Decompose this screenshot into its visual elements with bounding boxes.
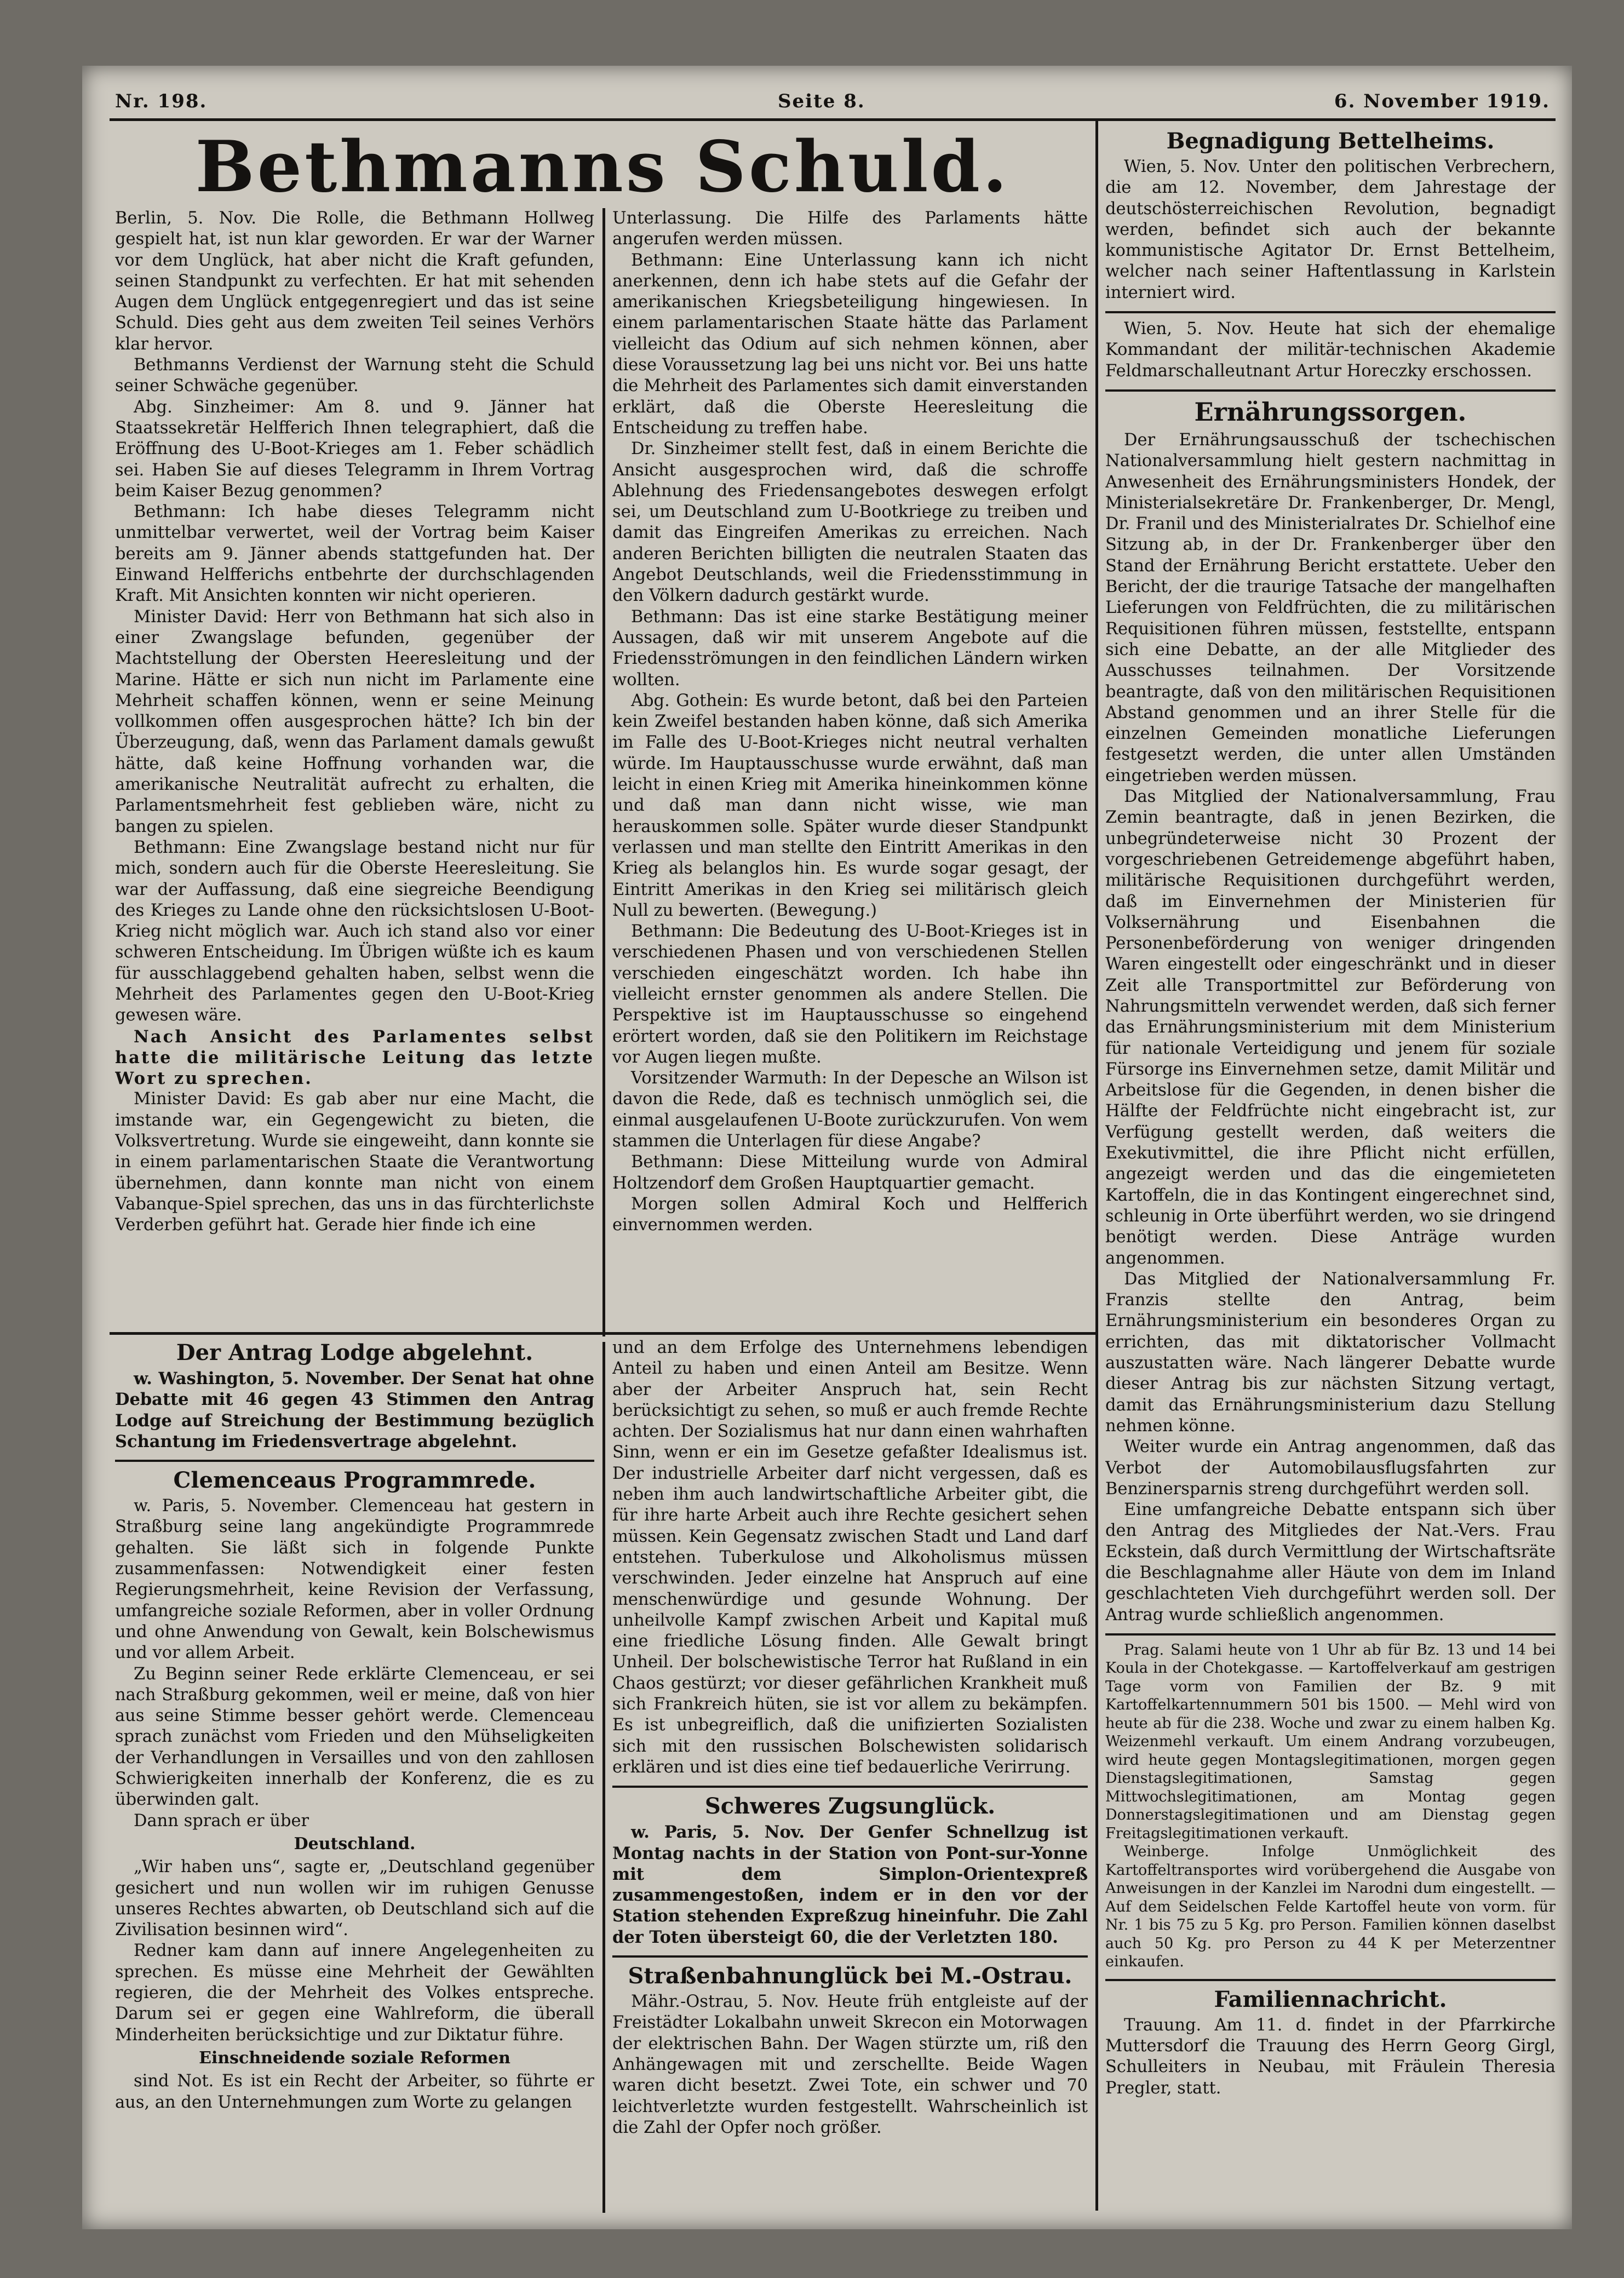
lower-left-column	[115, 1338, 594, 2208]
paragraph: Abg. Gothein: Es wurde betont, daß bei den Parteien kein Zweifel bestanden haben könne, daß sich Amerika im Falle des U-Boot-Krieges nicht neutral verhalten würde. Im Hauptausschusse wurde erwähnt, daß man leicht in einen Krieg mit Amerika hineinkommen könne und daß man dann nicht wisse, wie man herauskommen solle. Später wurde dieser Standpunkt verlassen und man stellte den Eintritt Amerikas in den Krieg als belanglos hin. Es wurde sogar gesagt, der Eintritt Amerikas in den Krieg sei militärisch gleich Null zu bewerten. (Bewegung.)	[612, 691, 1088, 920]
paragraph: Nach Ansicht des Parlamentes selbst hatte die militärische Leitung das letzte Wort zu sprechen.	[115, 1026, 594, 1089]
paragraph: Morgen sollen Admiral Koch und Helfferich einvernommen werden.	[612, 1194, 1088, 1235]
subheading-deutschland: Deutschland.	[294, 1834, 416, 1854]
paragraph: Abg. Sinzheimer: Am 8. und 9. Jänner hat Staatssekretär Helfferich Ihnen telegraphiert, daß die Eröffnung des U-Boot-Krieges am 1. Feber schädlich sei. Haben Sie auf dieses Telegramm in Ihrem Vortrag beim Kaiser Bezug genommen?	[115, 397, 594, 501]
accident2-text: Mähr.-Ostrau, 5. Nov. Heute früh entgleiste auf der Freistädter Lokalbahn unweit Skrecon ein Motorwagen der elektrischen Bahn. Der Wagen stürzte um, riß den Anhängewagen mit und zerschellte. Beide Wagen waren dicht besetzt. Zwei Tote, ein schwer und 70 leichtverletzte wurden festgestellt. Wahrscheinlich ist die Zahl der Opfer noch größer.	[612, 1992, 1088, 2137]
clemenceau-headline: Clemenceaus Programmrede.	[173, 1467, 536, 1494]
paragraph: Wien, 5. Nov. Heute hat sich der ehemalige Kommandant der militär-technischen Akademie Feldmarschalleutnant Artur Horeczky erschossen.	[1105, 319, 1556, 381]
familien-headline: Familiennachricht.	[1214, 1986, 1447, 2012]
subheading-reformen: Einschneidende soziale Reformen	[199, 2048, 510, 2068]
paragraph: Bethmann: Eine Unterlassung kann ich nicht anerkennen, denn ich habe stets auf die Gefahr der amerikanischen Kriegsbeteiligung hingewiesen. In einem parlamentarischen Staate hätte das Parlament vielleicht das Odium auf sich nehmen können, aber diese Voraussetzung lag bei uns nicht vor. Bei uns hatte die Mehrheit des Parlamentes sich damit einverstanden erklärt, daß die Oberste Heeresleitung die Entscheidung zu treffen habe.	[612, 250, 1088, 438]
paragraph: Bethmann: Diese Mitteilung wurde von Admiral Holtzendorf dem Großen Hauptquartier gemacht.	[612, 1152, 1088, 1193]
begnadigung-headline: Begnadigung Bettelheims.	[1166, 128, 1495, 154]
accident1-headline: Schweres Zugsunglück.	[704, 1793, 996, 1820]
column-rule-lower	[602, 1342, 605, 2213]
right-column	[1105, 126, 1556, 2207]
column-rule-main	[602, 208, 605, 1336]
main-article-column-2	[612, 208, 1088, 1326]
paragraph: „Wir haben uns“, sagte er, „Deutschland gegenüber gesichert und nun wollen wir im ruhigen Genusse unseres Rechtes abwarten, ob Deutschland sich auf die Zivilisation besinnen wird“.	[115, 1857, 594, 1940]
accident2-headline: Straßenbahnunglück bei M.-Ostrau.	[628, 1963, 1072, 1989]
divider	[612, 1955, 1088, 1958]
paragraph: Vorsitzender Warmuth: In der Depesche an Wilson ist davon die Rede, daß es technisch unmöglich sei, die einmal ausgelaufenen U-Boote zurückzurufen. Von wem stammen die Unterlagen für diese Angabe?	[612, 1069, 1088, 1151]
paragraph: Minister David: Herr von Bethmann hat sich also in einer Zwangslage befunden, gegenüber der Machtstellung der Obersten Heeresleitung und der Marine. Hätte er sich nun nicht im Parlamente eine Mehrheit schaffen können, wenn er seine Meinung vollkommen offen ausgesprochen hätte? Ich bin der Überzeugung, daß, wenn das Parlament damals gewußt hätte, daß keine Hoffnung vorhanden war, die amerikanische Neutralität aufrecht zu erhalten, die Parlamentsmehrheit fest geblieben wäre, nicht zu bangen zu spielen.	[115, 607, 594, 836]
paragraph: Unterlassung. Die Hilfe des Parlaments hätte angerufen werden müssen.	[612, 209, 1088, 249]
paragraph: Zu Beginn seiner Rede erklärte Clemenceau, er sei nach Straßburg gekommen, weil er meine, daß von hier aus seine Stimme besser gehört werde. Clemenceau sprach zunächst vom Frieden und den Mühseligkeiten der Verhandlungen in Versailles und von den zahllosen Schwierigkeiten innerhalb der Konferenz, die es zu überwinden galt.	[115, 1664, 594, 1810]
paragraph: Weinberge. Infolge Unmöglichkeit des Kartoffeltransportes wird vorübergehend die Ausgabe von Anweisungen in der Kanzlei im Narodni dum eingestellt. — Auf dem Seidelschen Felde Kartoffel heute von vorm. für Nr. 1 bis 75 zu 5 Kg. pro Person. Familien können daselbst auch 50 Kg. pro Person zu 44 K per Meterzentner einkaufen.	[1105, 1843, 1556, 1971]
divider	[1105, 1633, 1556, 1636]
paragraph: Prag. Salami heute von 1 Uhr ab für Bz. 13 und 14 bei Koula in der Chotekgasse. — Kartoffelverkauf am gestrigen Tage vorm von Familien der Bz. 9 mit Kartoffelkartennummern 501 bis 1500. — Mehl wird von heute ab für die 238. Woche und zwar zu einem halben Kg. Weizenmehl verkauft. Um einem Andrang vorzubeugen, wird heute gegen Montagslegitimationen, morgen gegen Dienstagslegitimationen, Samstag gegen Mittwochslegitimationen, am Montag gegen Donnerstagslegitimationen und am Dienstag gegen Freitagslegitimationen verkauft.	[1105, 1641, 1556, 1842]
paragraph: Der Ernährungsausschuß der tschechischen Nationalversammlung hielt gestern nachmittag in Anwesenheit des Ernährungsministers Hondek, der Ministerialsekretäre Dr. Frankenberger, Dr. Mengl, Dr. Franil und des Ministerialrates Dr. Schielhof eine Sitzung ab, in der Dr. Frankenberger über den Stand der Ernährung Bericht erstattete. Ueber den Bericht, der die traurige Tatsache der mangelhaften Lieferungen von Feldfrüchten, die zu militärischen Requisitionen führen müssen, feststellte, entspann sich eine Debatte, an der alle Mitglieder des Ausschusses teilnahmen. Der Vorsitzende beantragte, daß von den militärischen Requisitionen Abstand genommen und an ihrer Stelle für die einzelnen Gemeinden monatliche Lieferungen festgesetzt werden, die unter allen Umständen eingetrieben werden müssen.	[1105, 430, 1556, 785]
paragraph: Redner kam dann auf innere Angelegenheiten zu sprechen. Es müsse eine Mehrheit der Gewählten regieren, die der Mehrheit des Volkes entspreche. Darum sei er gegen eine Wahlreform, die überall Minderheiten berücksichtige und zur Diktatur führe.	[115, 1941, 594, 2045]
paragraph: Bethmann: Das ist eine starke Bestätigung meiner Aussagen, daß wir mit unserem Angebote auf die Friedensströmungen in den feindlichen Ländern wirken wollten.	[612, 607, 1088, 690]
divider	[1105, 389, 1556, 392]
paragraph: Dann sprach er über	[134, 1811, 309, 1831]
divider	[1105, 311, 1556, 313]
paragraph: Das Mitglied der Nationalversammlung Fr. Franzis stellte den Antrag, beim Ernährungsministerium ein besonderes Organ zu errichten, das mit diktatorischer Vollmacht auszustatten wäre. Nach längerer Debatte wurde dieser Antrag bis zur nächsten Sitzung vertagt, damit das Ernährungsministerium dazu Stellung nehmen könne.	[1105, 1269, 1556, 1436]
paragraph: Trauung. Am 11. d. findet in der Pfarrkirche Muttersdorf die Trauung des Herrn Georg Girgl, Schulleiters in Neubau, mit Fräulein Theresia Pregler, statt.	[1105, 2015, 1556, 2098]
paragraph: und an dem Erfolge des Unternehmens lebendigen Anteil zu haben und einen Anteil am Besitze. Wenn aber der Arbeiter Anspruch hat, sein Recht berücksichtigt zu sehen, so muß er auch fremde Rechte achten. Der Sozialismus hat nur dann einen wahrhaften Sinn, wenn er ein im Gesetze gefaßter Idealismus ist. Der industrielle Arbeiter darf nicht vergessen, daß es neben ihm auch landwirtschaftliche Arbeiter gibt, die für ihre harte Arbeit auch ihre Rechte gesichert sehen müssen. Kein Gegensatz zwischen Stadt und Land darf entstehen. Tuberkulose und Alkoholismus müssen verschwinden. Jeder einzelne hat Anspruch auf eine menschenwürdige und gesunde Wohnung. Der unheilvolle Kampf zwischen Arbeit und Kapital muß eine friedliche Lösung finden. Alle Gewalt bringt Unheil. Der bolschewistische Terror hat Rußland in ein Chaos gestürzt; vor dieser gefährlichen Krankheit muß sich Frankreich hüten, sie ist vor allem zu bekämpfen. Es ist unbegreiflich, daß die unifizierten Sozialisten sich mit den russischen Bolschewisten solidarisch erklären und ist dies eine tief bedauerliche Verirrung.	[612, 1338, 1088, 1777]
main-article-column-1	[115, 208, 594, 1326]
paragraph: Wien, 5. Nov. Unter den politischen Verbrechern, die am 12. November, dem Jahrestage der deutschösterreichischen Revolution, begnadigt werden, befindet sich auch der bekannte kommunistische Agitator Dr. Ernst Bettelheim, welcher nach seiner Haftentlassung in Karlstein interniert wird.	[1105, 157, 1556, 302]
paragraph: Bethmann: Die Bedeutung des U-Boot-Krieges ist in verschiedenen Phasen und von verschiedenen Stellen verschieden eingeschätzt worden. Ich habe ihn vielleicht ernster genommen als andere Stellen. Die Perspektive ist im Hauptausschusse so eingehend erörtert worden, daß sie den Politikern im Reichstage vor Augen liegen mußte.	[612, 922, 1088, 1067]
newspaper-page	[82, 66, 1572, 2229]
paragraph: Weiter wurde ein Antrag angenommen, daß das Verbot der Automobilausflugsfahrten zur Benzinersparnis streng durchgeführt werden soll.	[1105, 1437, 1556, 1499]
issue-number: Nr. 198.	[115, 90, 208, 112]
paragraph: Berlin, 5. Nov. Die Rolle, die Bethmann Hollweg gespielt hat, ist nun klar geworden. Er war der Warner vor dem Unglück, hat aber nicht die Kraft gefunden, seinen Standpunkt zu verfechten. Er hat mit sehenden Augen dem Unglück entgegenregiert und das ist seine Schuld. Dies geht aus dem zweiten Teil seines Verhörs klar hervor.	[115, 209, 594, 354]
lodge-headline: Der Antrag Lodge abgelehnt.	[176, 1340, 533, 1365]
ernaehrung-headline: Ernährungssorgen.	[1194, 397, 1467, 427]
paragraph: Bethmanns Verdienst der Warnung steht die Schuld seiner Schwäche gegenüber.	[115, 355, 594, 396]
divider	[612, 1786, 1088, 1788]
main-article-rule	[110, 1332, 1095, 1335]
lodge-text: w. Washington, 5. November. Der Senat hat ohne Debatte mit 46 gegen 43 Stimmen den Antrag Lodge auf Streichung der Bestimmung bezüglich Schantung im Friedensvertrage abgelehnt.	[115, 1369, 594, 1451]
paragraph: Bethmann: Eine Zwangslage bestand nicht nur für mich, sondern auch für die Oberste Heeresleitung. Sie war der Auffassung, daß eine siegreiche Beendigung des Krieges zu Lande ohne den rücksichtslosen U-Boot-Krieg nicht möglich war. Auch ich stand also vor einer schweren Entscheidung. Im Übrigen wüßte ich es kaum für ausschlaggebend gehalten haben, selbst wenn die Mehrheit des Parlamentes gegen den U-Boot-Krieg gewesen wäre.	[115, 837, 594, 1025]
paragraph: Dr. Sinzheimer stellt fest, daß in einem Berichte die Ansicht ausgesprochen wird, daß die schroffe Ablehnung des Friedensangebotes deswegen erfolgt sei, um Deutschland zum U-Bootkriege zu treiben und damit das Eingreifen Amerikas zu erreichen. Nach anderen Berichten billigten die neutralen Staaten das Angebot Deutschlands, weil die Friedensstimmung in den Völkern dadurch gestärkt wurde.	[612, 439, 1088, 606]
column-rule-right	[1095, 118, 1098, 2211]
paragraph: Minister David: Es gab aber nur eine Macht, die imstande war, ein Gegengewicht zu bieten, die Volksvertretung. Wurde sie eingeweiht, dann konnte sie in einem parlamentarischen Staate die Verantwortung übernehmen, dann konnte man nicht von einem Vabanque-Spiel sprechen, das uns in das fürchterlichste Verderben geführt hat. Gerade hier finde ich eine	[115, 1089, 594, 1235]
page-number: Seite 8.	[778, 90, 865, 112]
divider	[1105, 1979, 1556, 1981]
paragraph: Eine umfangreiche Debatte entspann sich über den Antrag des Mitgliedes der Nat.-Vers. Frau Eckstein, daß durch Vermittlung der Wirtschaftsräte die Beschlagnahme aller Häute von dem im Inland geschlachteten Vieh durchgeführt werden soll. Der Antrag wurde schließlich angenommen.	[1105, 1500, 1556, 1625]
header-rule	[110, 118, 1556, 121]
paragraph: w. Paris, 5. November. Clemenceau hat gestern in Straßburg seine lang angekündigte Programmrede gehalten. Sie läßt sich in folgende Punkte zusammenfassen: Notwendigkeit einer festen Regierungsmehrheit, keine Revision der Verfassung, umfangreiche soziale Reformen, aber in voller Ordnung und ohne Anwendung von Gewalt, kein Bolschewismus und vor allem Arbeit.	[115, 1496, 594, 1663]
paragraph: sind Not. Es ist ein Recht der Arbeiter, so führte er aus, an den Unternehmungen zum Worte zu gelangen	[115, 2072, 594, 2112]
main-headline: Bethmanns Schuld.	[195, 126, 1010, 208]
paragraph: Bethmann: Ich habe dieses Telegramm nicht unmittelbar verwertet, weil der Vortrag beim Kaiser bereits am 9. Jänner abends stattgefunden hat. Der Einwand Helfferichs entbehrte der durchschlagenden Kraft. Mit Ansichten konnten wir nicht operieren.	[115, 502, 594, 606]
accident1-text: w. Paris, 5. Nov. Der Genfer Schnellzug ist Montag nachts in der Station von Pont-sur-Yonne mit dem Simplon-Orientexpreß zusammengestoßen, indem er in den vor der Station stehenden Expreßzug hineinfuhr. Die Zahl der Toten übersteigt 60, die der Verletzten 180.	[612, 1822, 1088, 1947]
paragraph: Das Mitglied der Nationalversammlung, Frau Zemin beantragte, daß in jenen Bezirken, die unbegründeterweise nicht 30 Prozent der vorgeschriebenen Getreidemenge abgeführt haben, militärische Requisitionen durchgeführt werden, daß im Einvernehmen der Ministerien für Volksernährung und Eisenbahnen die Personenbeförderung von weniger dringenden Waren eingestellt oder eingeschränkt und in dieser Zeit alle Transportmittel zur Beförderung von Nahrungsmitteln verwendet werden, daß sich ferner das Ernährungsministerium mit dem Ministerium für nationale Verteidigung und jenem für soziale Fürsorge ins Einvernehmen setze, damit Militär und Arbeitslose für die Gegenden, in denen bisher die Hälfte der Feldfrüchte nicht eingebracht ist, zur Verfügung gestellt werden, daß weiters die Exekutivmittel, die ihre Pflicht nicht erfüllen, angezeigt werden und das die eingemieteten Kartoffeln, die in das Kontingent eingerechnet sind, schleunig in Orte überführt werden, wo sie dringend benötigt werden. Diese Anträge wurden angenommen.	[1105, 787, 1556, 1268]
issue-date: 6. November 1919.	[1334, 90, 1550, 112]
lower-middle-column	[612, 1338, 1088, 2208]
divider	[115, 1460, 594, 1462]
